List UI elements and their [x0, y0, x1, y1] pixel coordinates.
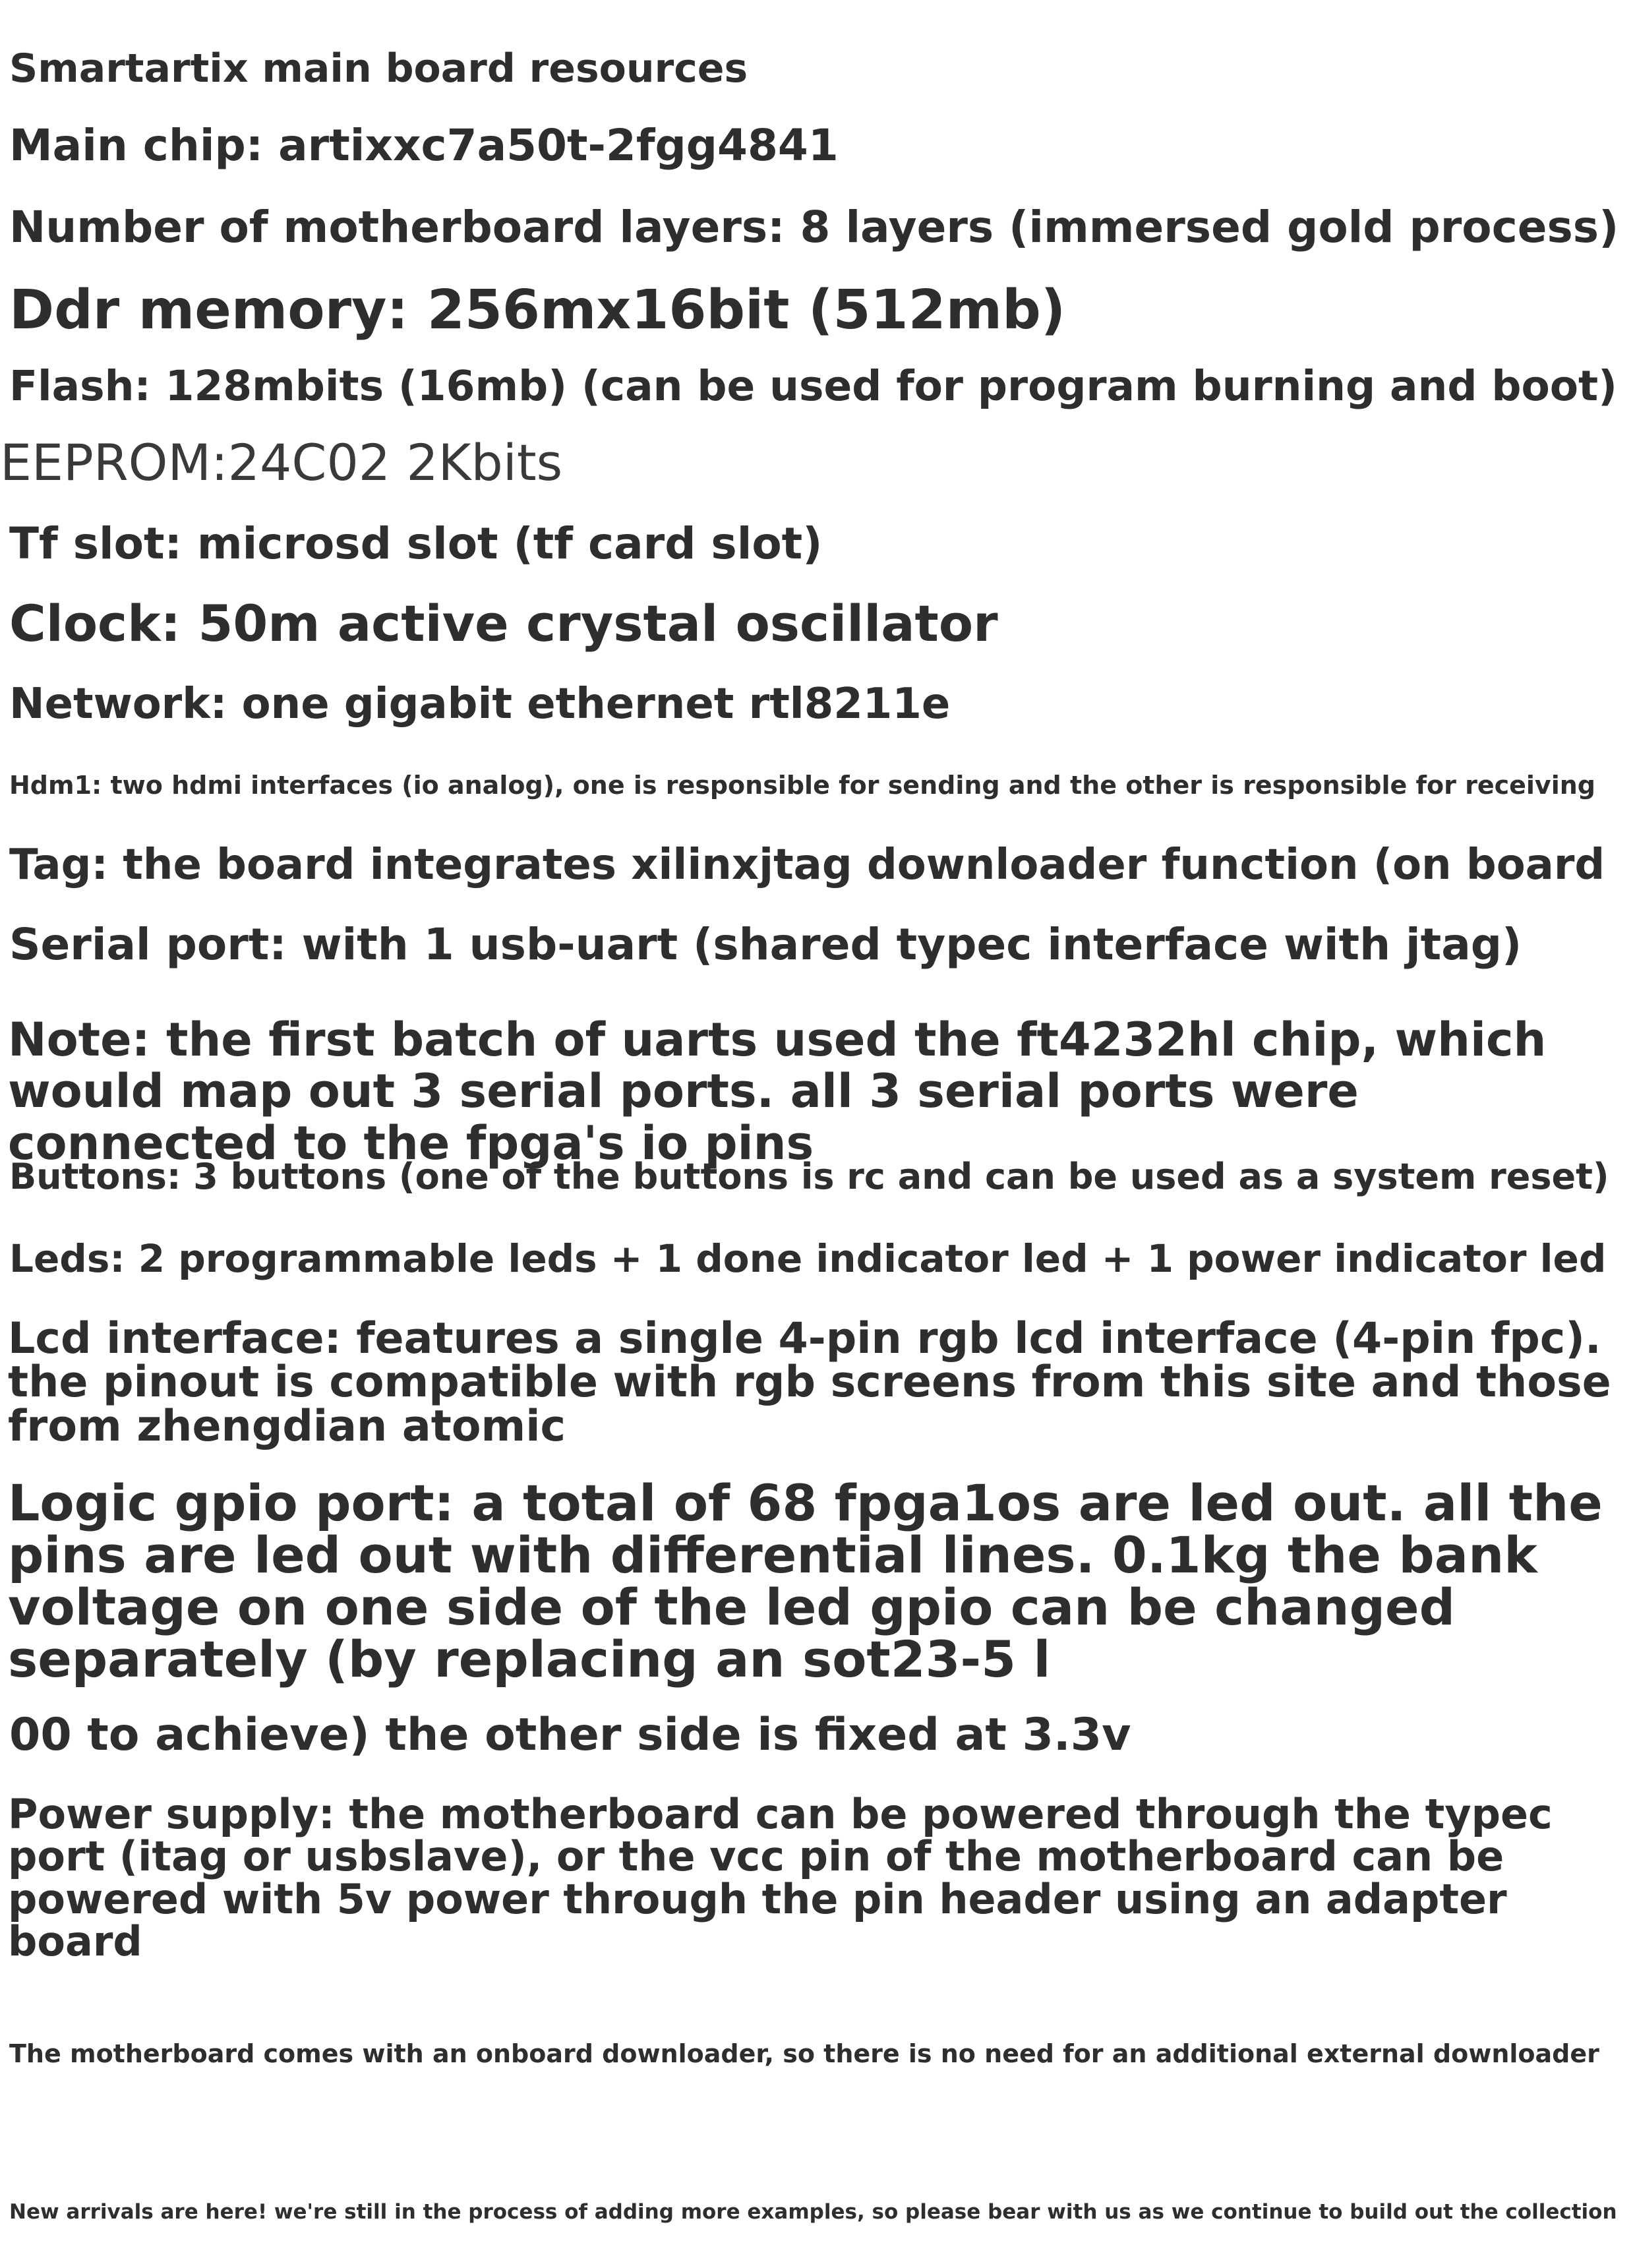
eeprom-line: EEPROM:24C02 2Kbits: [0, 433, 563, 492]
hdmi-line: Hdm1: two hdmi interfaces (io analog), one is responsible for sending and the other is responsible for receiving: [9, 771, 1595, 800]
main-chip-line: Main chip: artixxc7a50t-2fgg4841: [9, 120, 839, 171]
lcd-paragraph: Lcd interface: features a single 4-pin rgb lcd interface (4-pin fpc). the pinout is compatible with rgb screens from this site and those from zhengdian atomic: [8, 1314, 1611, 1451]
ddr-line: Ddr memory: 256mx16bit (512mb): [9, 279, 1066, 342]
power-supply-paragraph: Power supply: the motherboard can be powered through the typec port (itag or usbslave), or the vcc pin of the motherboard can be powered with 5v power through the pin header using an adapter board: [8, 1790, 1553, 1966]
leds-line: Leds: 2 programmable leds + 1 done indicator led + 1 power indicator led: [9, 1236, 1607, 1281]
network-line: Network: one gigabit ethernet rtl8211e: [9, 680, 951, 729]
jtag-line: Tag: the board integrates xilinxjtag downloader function (on board: [9, 841, 1605, 889]
buttons-line: Buttons: 3 buttons (one of the buttons is rc and can be used as a system reset): [9, 1156, 1609, 1197]
flash-line: Flash: 128mbits (16mb) (can be used for program burning and boot): [9, 362, 1617, 410]
clock-line: Clock: 50m active crystal oscillator: [9, 594, 998, 653]
tf-slot-line: Tf slot: microsd slot (tf card slot): [9, 518, 823, 569]
downloader-line: The motherboard comes with an onboard downloader, so there is no need for an additional external downloader: [9, 2039, 1599, 2068]
title-line: Smartartix main board resources: [9, 45, 748, 92]
gpio-continuation-line: 00 to achieve) the other side is fixed at 3.3v: [9, 1709, 1131, 1761]
serial-port-line: Serial port: with 1 usb-uart (shared typec interface with jtag): [9, 919, 1522, 970]
new-arrivals-line: New arrivals are here! we're still in the process of adding more examples, so please bear with us as we continue to build out the collection: [9, 2200, 1617, 2224]
note-paragraph: Note: the first batch of uarts used the ft4232hl chip, which would map out 3 serial ports. all 3 serial ports were connected to the fpga's io pins: [8, 1013, 1547, 1170]
layers-line: Number of motherboard layers: 8 layers (immersed gold process): [9, 202, 1619, 253]
gpio-paragraph: Logic gpio port: a total of 68 fpga1os are led out. all the pins are led out with differential lines. 0.1kg the bank voltage on one side of the led gpio can be changed separately (by replacing an sot23-5 l: [8, 1474, 1603, 1689]
